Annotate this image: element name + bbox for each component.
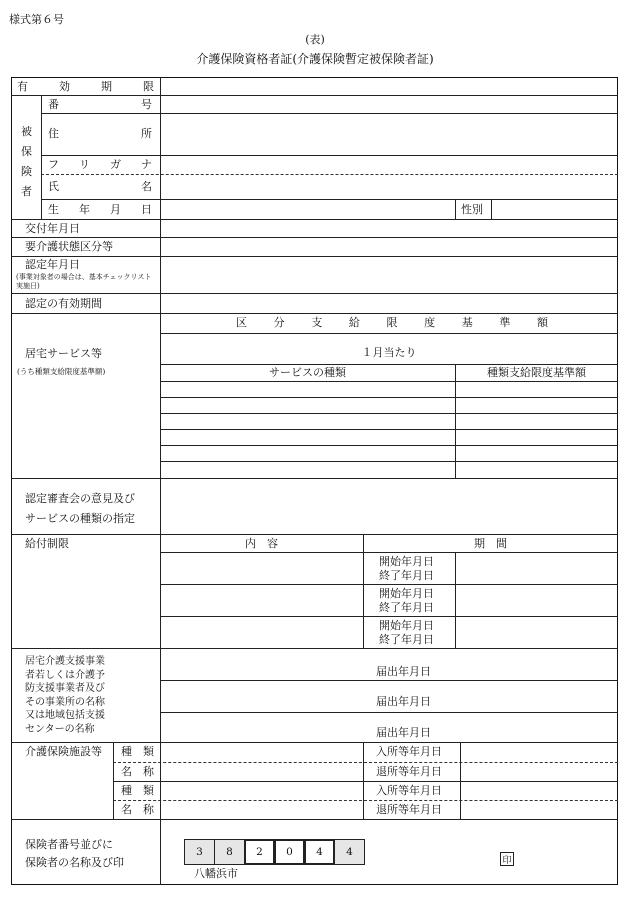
- form-number: 様式第６号: [9, 13, 64, 26]
- cert-date-label: 認定年月日: [25, 258, 80, 271]
- form-title: 介護保険資格者証(介護保険暫定被保険者証): [196, 52, 434, 66]
- facility-name-label-1: 名 称: [121, 765, 154, 778]
- notification-date-label-2: 届出年月日: [376, 695, 431, 708]
- content-header: 内 容: [245, 537, 278, 550]
- end-date-label-2: 終了年月日: [379, 601, 434, 614]
- discharge-date-label-1: 退所等年月日: [376, 765, 442, 778]
- support-provider-label: 居宅介護支援事業 者若しくは介護予 防支援事業者及び その事業所の名称 又は地域包括支援 センターの名称: [25, 656, 105, 735]
- number-label: 番 号: [48, 98, 152, 111]
- start-date-label-2: 開始年月日: [379, 587, 434, 600]
- home-service-label: 居宅サービス等: [25, 347, 102, 360]
- insurer-digit-6: 4: [334, 839, 365, 865]
- insurer-digit-4: 0: [274, 839, 305, 865]
- kind-label-2: 種 類: [121, 784, 154, 797]
- benefit-restriction-label: 給付制限: [25, 537, 69, 550]
- name-label: 氏 名: [48, 180, 152, 193]
- admission-date-label-2: 入所等年月日: [376, 784, 442, 797]
- birthdate-label: 生 年 月 日: [48, 203, 152, 216]
- notification-date-label-3: 届出年月日: [376, 726, 431, 739]
- address-label: 住 所: [48, 127, 152, 140]
- issue-date-label: 交付年月日: [25, 222, 80, 235]
- insured-label: 被 保 険 者: [21, 125, 32, 198]
- validity-label: 有 効 期 限: [17, 80, 154, 93]
- insurer-digit-1: 3: [184, 839, 215, 865]
- service-type-header: サービスの種類: [269, 366, 346, 379]
- facility-label: 介護保険施設等: [25, 745, 102, 758]
- admission-date-label-1: 入所等年月日: [376, 745, 442, 758]
- start-date-label-3: 開始年月日: [379, 619, 434, 632]
- cert-date-note: (事業対象者の場合は、基本チェックリスト実施日): [16, 273, 152, 290]
- discharge-date-label-2: 退所等年月日: [376, 803, 442, 816]
- type-limit-note: (うち種類支給限度基準額): [17, 367, 106, 376]
- notification-date-label-1: 届出年月日: [376, 665, 431, 678]
- period-header: 期 間: [474, 537, 507, 550]
- care-level-label: 要介護状態区分等: [25, 240, 113, 253]
- end-date-label-3: 終了年月日: [379, 633, 434, 646]
- insurer-label: 保険者番号並びに 保険者の名称及び印: [25, 838, 124, 869]
- facility-name-label-2: 名 称: [121, 803, 154, 816]
- per-month-label: １月当たり: [361, 346, 417, 359]
- insurer-digit-3: 2: [244, 839, 275, 865]
- furigana-label: フ リ ガ ナ: [48, 158, 152, 171]
- insurer-digit-2: 8: [214, 839, 245, 865]
- form-side: (表): [305, 33, 325, 46]
- type-limit-header: 種類支給限度基準額: [487, 366, 586, 379]
- insurer-name: 八幡浜市: [194, 867, 238, 880]
- insurer-digit-5: 4: [304, 839, 335, 865]
- sex-label: 性別: [461, 203, 483, 216]
- start-date-label-1: 開始年月日: [379, 555, 434, 568]
- opinion-label: 認定審査会の意見及び サービスの種類の指定: [25, 492, 135, 525]
- limit-header: 区 分 支 給 限 度 基 準 額: [236, 316, 548, 329]
- kind-label-1: 種 類: [121, 745, 154, 758]
- end-date-label-1: 終了年月日: [379, 569, 434, 582]
- insurer-number: [184, 839, 365, 865]
- cert-period-label: 認定の有効期間: [25, 297, 102, 310]
- seal-mark: 印: [500, 852, 514, 866]
